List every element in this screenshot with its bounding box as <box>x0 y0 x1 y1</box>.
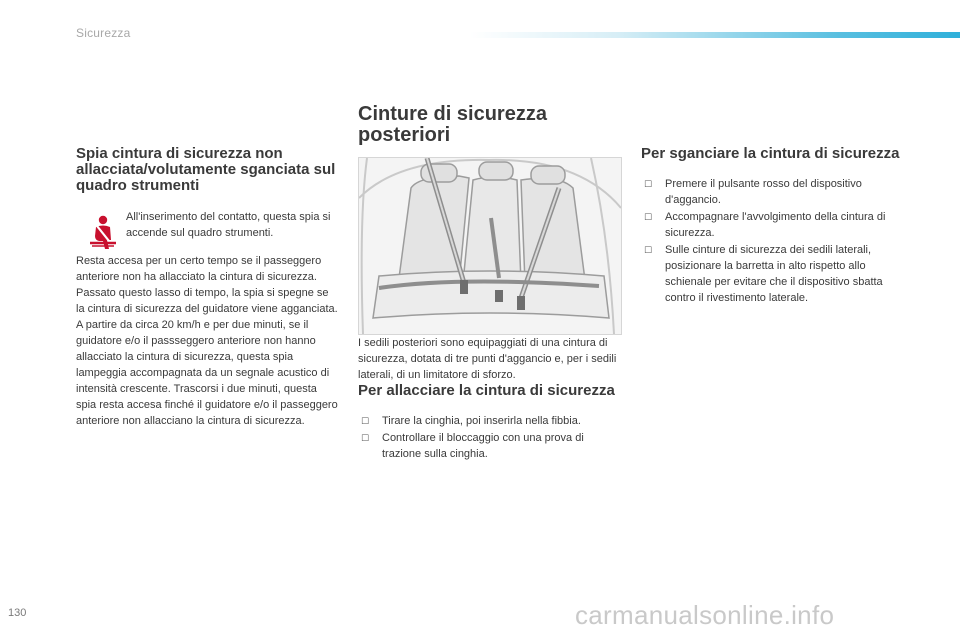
rear-seats-illustration <box>358 157 622 335</box>
page-title: Cinture di sicurezza posteriori <box>358 103 547 146</box>
unfasten-belt-steps <box>641 176 903 306</box>
list-item: ☐ Accompagnare l'avvolgimento della cintura di sicurezza. <box>641 209 903 241</box>
header-section-title: Sicurezza <box>76 26 131 40</box>
page-number: 130 <box>8 607 27 619</box>
rear-belts-intro: I sedili posteriori sono equipaggiati di una cintura di sicurezza, dotata di tre punti d'aggancio e, per i sedili laterali, di un limitatore di sforzo. <box>358 337 617 381</box>
watermark: carmanualsonline.info <box>575 600 835 630</box>
checkbox-bullet-icon: ☐ <box>643 245 653 255</box>
list-item: ☐ Tirare la cinghia, poi inserirla nella fibbia. <box>358 413 620 429</box>
list-item: ☐ Controllare il bloccaggio con una prova di trazione sulla cinghia. <box>358 430 620 462</box>
checkbox-bullet-icon: ☐ <box>643 179 653 189</box>
warning-lamp-title: Spia cintura di sicurezza non allacciata/volutamente sganciata sul quadro strumenti <box>76 145 336 194</box>
list-item: ☐ Premere il pulsante rosso del dispositivo d'aggancio. <box>641 176 903 208</box>
right-column <box>641 146 903 307</box>
header-accent-bar <box>470 32 960 38</box>
middle-column <box>358 104 620 463</box>
seatbelt-warning-icon <box>76 213 126 253</box>
list-item: ☐ Sulle cinture di sicurezza dei sedili laterali, posizionare la barretta in alto rispetto allo schienale per evitare che il dispositivo sbatta contro il rivestimento laterale. <box>641 242 903 306</box>
warning-lamp-description: Resta accesa per un certo tempo se il passeggero anteriore non ha allacciato la cintura di sicurezza. Passato questo lasso di tempo, la spia si spegne se la cintura di sicurezza del guidatore viene agganciata. A partire da circa 20 km/h e per due minuti, se il guidatore e/o il passseggero anteriore non hanno allacciato la cintura di sicurezza, questa spia lampeggia accompagnata da un segnale acustico di intensità crescente. Trascorsi i due minuti, questa spia resta accesa finché il guidatore e/o il passeggero anteriore non allacciano la cintura di sicurezza. <box>76 255 338 427</box>
warning-lamp-text: All'inserimento del contatto, questa spia si accende sul quadro strumenti. <box>126 211 331 239</box>
checkbox-bullet-icon: ☐ <box>360 433 370 443</box>
rear-seats-drawing <box>359 158 621 334</box>
fasten-belt-steps <box>358 413 620 462</box>
unfasten-belt-title: Per sganciare la cintura di sicurezza <box>641 145 900 162</box>
checkbox-bullet-icon: ☐ <box>643 212 653 222</box>
checkbox-bullet-icon: ☐ <box>360 416 370 426</box>
fasten-belt-title: Per allacciare la cintura di sicurezza <box>358 382 615 399</box>
warning-lamp-row <box>76 209 338 253</box>
left-column <box>76 146 338 429</box>
